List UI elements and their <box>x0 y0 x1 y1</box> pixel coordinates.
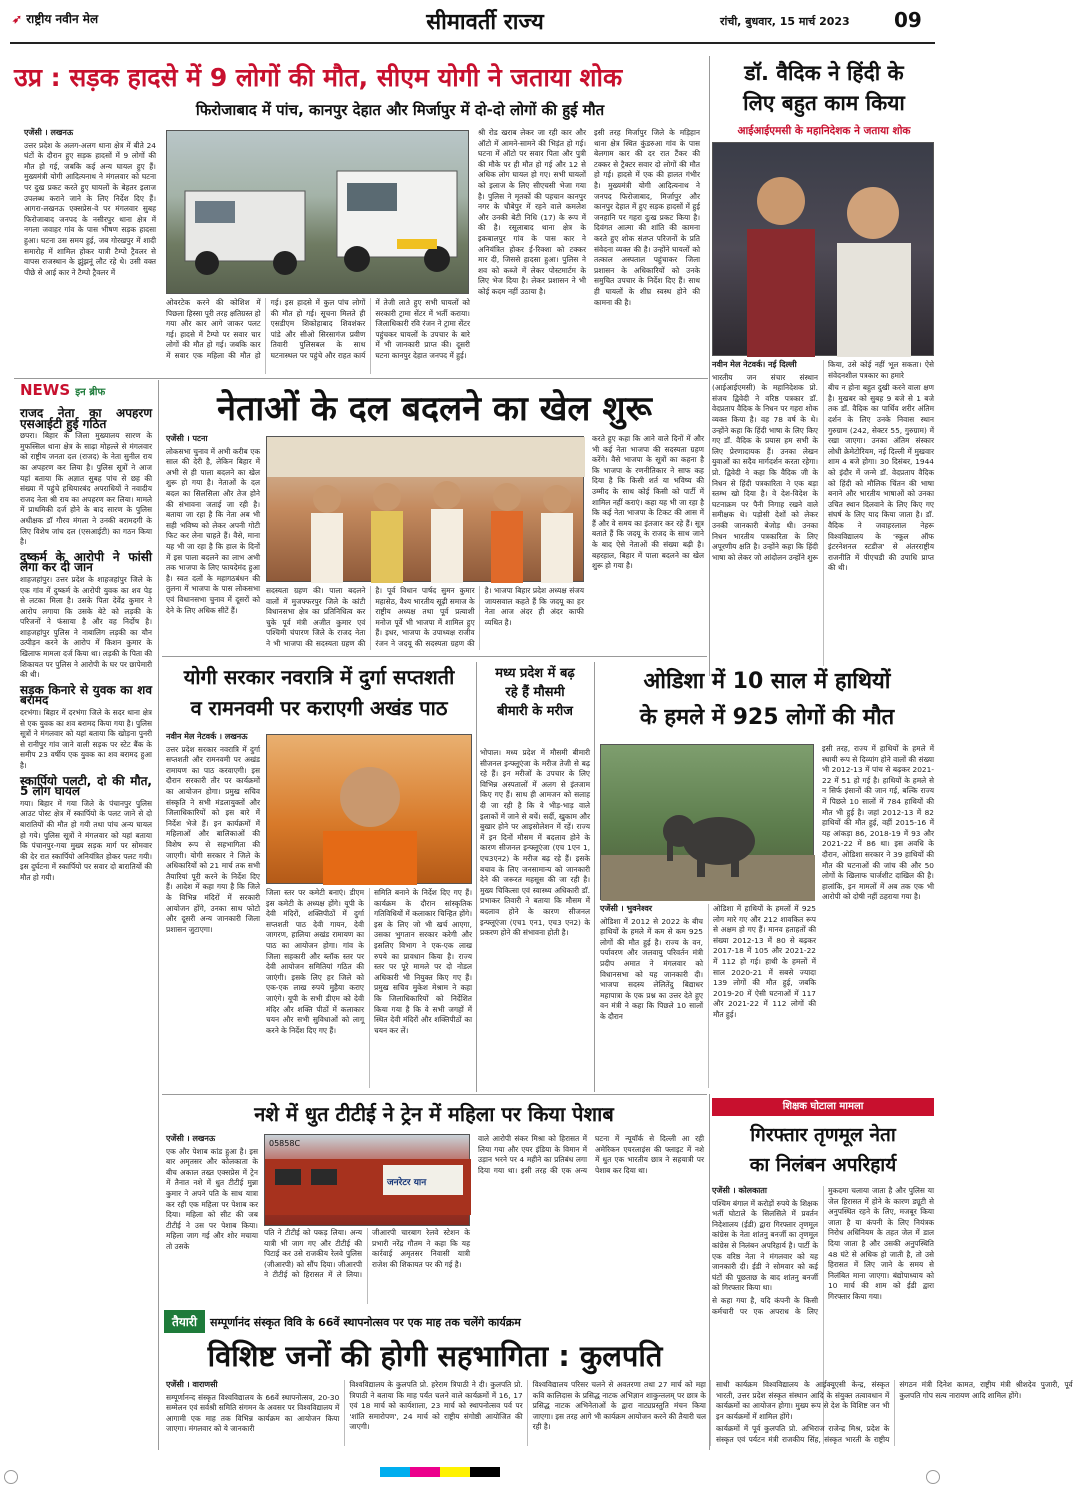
odisha-col1-text: ओडिशा में 2012 से 2022 के बीच हाथियों के हमले में कम से कम 925 लोगों की मौत हुई है। राज्य के वन, पर्यावरण और जलवायु परिवर्तन मंत्री प्रदीप अमात ने मंगलवार को विधानसभा को यह जानकारी दी। भाजपा सदस्य लेलितेंदु बिद्याधर महापात्रा के एक प्रश्न का उत्तर देते हुए वन मंत्री ने कहा कि पिछले 10 सालों के दौरान <box>600 916 703 1021</box>
sanskrit-kicker: तैयारी <box>164 1310 205 1333</box>
brief-headline-4: स्कार्पियो पलटी, दो की मौत, 5 लोग घायल <box>20 773 152 799</box>
politics-headline: नेताओं के दल बदलने का खेल शुरू <box>217 389 652 429</box>
divider <box>476 662 477 1092</box>
two-persons-illustration <box>713 143 935 357</box>
lead-col4-text: इसी तरह मिर्जापुर जिले के मड़िहान थाना क्षेत्र स्थित कुंडरुआ गांव के पास बेलगाम कार की दर रात टैंकर की टक्कर से ट्रैक्टर सवार दो लोगों की मौत हो गई। हादसे में एक की हालत गंभीर है। मुख्यमंत्री योगी आदित्यनाथ ने जनपद फिरोजाबाद, मिर्जापुर और कानपुर देहात में हुए सड़क हादसों में हुई जनहानि पर गहरा दुःख प्रकट किया है। दिवंगत आत्मा की शांति की कामना करते हुए शोक संतप्त परिजनों के प्रति संवेदना व्यक्त की है। उन्होंने घायलों को तत्काल अस्पताल पहुंचाकर जिला प्रशासन के अधिकारियों को उनके समुचित उपचार के निर्देश दिए हैं। साथ ही घायलों के शीघ्र स्वस्थ होने की कामना की है। <box>594 128 700 307</box>
bird-icon: ➶ <box>12 12 23 26</box>
politics-photo-below <box>266 586 584 650</box>
lead-col3 <box>478 128 586 374</box>
tte-photo-below-text: पति ने टीटीई को पकड़ लिया। अन्य यात्री भी जाग गए और टीटीई की पिटाई कर उसे राजकीय रेलवे पुलिस (जीआरपी) को सौंप दिया। जीआरपी ने टीटीई को हिरासत में ले लिया। जीआरपी चारबाग रेलवे स्टेशन के प्रभारी नरेंद्र गौतम ने कहा कि यह कार्रवाई अमृतसर निवासी यात्री राजेश की शिकायत पर की गई है। <box>264 1228 470 1280</box>
yogi-col1-text: उत्तर प्रदेश सरकार नवरात्रि में दुर्गा सप्तशती और रामनवमी पर अखंड रामायण का पाठ करवाएगी। इस दौरान सरकारी तौर पर कार्यक्रमों का आयोजन होगा। प्रमुख सचिव संस्कृति ने सभी मंडलायुक्तों और जिलाधिकारियों को इस बारे में निर्देश भेजे हैं। इन कार्यक्रमों में महिलाओं और बालिकाओं की विशेष रूप से सहभागिता की जाएगी। योगी सरकार ने जिले के अधिकारियों को 21 मार्च तक सभी तैयारियां पूरी करने के निर्देश दिए हैं। आदेश में कहा गया है कि जिले के विभिन्न मंदिरों में सरकारी आयोजन होंगे, उनका साथ फोटो और दूसरी अन्य जानकारी जिला प्रशासन जुटाएगा। <box>166 744 260 934</box>
divider <box>709 56 710 676</box>
yogi-col1 <box>166 732 260 1088</box>
mp-headline-line3: बीमारी के मरीज <box>497 704 573 719</box>
sanskrit-strap-text: सम्पूर्णानंद संस्कृत विवि के 66वें स्थापनोत्सव पर एक माह तक चलेंगे कार्यक्रम <box>210 1316 521 1329</box>
lead-photo-below-text: ओवरटेक करने की कोशिश में पिछला हिस्सा पूरी तरह क्षतिग्रस्त हो गया और कार आगे जाकर पलट गई। हादसे में टैम्पो पर सवार चार लोगों की मौत हो गई। जबकि कार में सवार एक महिला की मौत हो गई। इस हादसे में कुल पांच लोगों की मौत हो गई। सूचना मिलते ही एसडीएम शिकोहाबाद शिवशंकर पांडे और सीओ सिरसागंज प्रवीण तिवारी पुलिसबल के साथ घटनास्थल पर पहुंचे और राहत कार्य में तेजी लाते हुए सभी घायलों को सरकारी ट्रामा सेंटर में भर्ती कराया। जिलाधिकारी रवि रंजन ने ट्रामा सेंटर पहुंचकर घायलों के उपचार के बारे में भी जानकारी प्राप्त की। दूसरी घटना कानपुर देहात जनपद में हुई। <box>166 298 470 360</box>
paper-name: राष्ट्रीय नवीन मेल <box>26 12 99 26</box>
tmc-kicker: शिक्षक घोटाला मामला <box>782 1101 864 1112</box>
lead-headline-text: सड़क हादसे में 9 लोगों की मौत, सीएम योगी ने जताया शोक <box>69 63 623 92</box>
tmc-col1-text: पश्चिम बंगाल में करोड़ों रुपये के शिक्षक भर्ती घोटाले के सिलसिले में प्रवर्तन निदेशालय (ईडी) द्वारा गिरफ्तार तृणमूल कांग्रेस के नेता शांतनु बनर्जी का तृणमूल कांग्रेस से निलंबन अपरिहार्य है। पार्टी के एक वरिष्ठ नेता ने मंगलवार को यह जानकारी दी। ईडी ने सोमवार को कई घंटों की पूछताछ के बाद शांतनु बनर्जी को गिरफ्तार किया था। <box>712 1198 818 1293</box>
tmc-headline <box>712 1120 934 1182</box>
odisha-col2-text: ओडिशा में हाथियों के हमलों में 925 लोग मारे गए और 212 शावकित रूप से अक्षम हो गए हैं। मानव हताहतों की संख्या 2012-13 में 80 से बढ़कर 2017-18 में 105 और 2021-22 में 112 हो गई। हाथी के हमलों में साल 2020-21 में सबसे ज्यादा 139 लोगों की मौत हुई, जबकि 2019-20 में ऐसी घटनाओं में 117 और 2021-22 में 112 लोगों की मौत हुई। <box>713 904 816 1019</box>
dateline: रांची, बुधवार, 15 मार्च 2023 <box>720 15 850 28</box>
byline: एजेंसी । पटना <box>166 434 208 443</box>
lead-kicker: उप्र : <box>14 63 61 92</box>
yogi-photo <box>266 734 472 884</box>
crop-mark <box>926 1470 940 1484</box>
vaidik-text-col2: बीच न होना बहुत दुखी करने वाला क्षण है। मुखबर को सुबह 9 बजे से 1 बजे तक डॉ. वैदिक का पार्थिव शरीर अंतिम दर्शन के लिए उनके निवास स्थान गुरुग्राम (242, सेक्टर 55, गुरुग्राम) में रखा जाएगा। उनका अंतिम संस्कार लोधी क्रेमेटोरियम, नई दिल्ली में मुखवार शाम 4 बजे होगा। 30 दिसंबर, 1944 को इंदौर में जन्मे डॉ. वेदप्रताप वैदिक को हिंदी को मौलिक चिंतन की भाषा बनाने और भारतीय भाषाओं को उनका उचित स्थान दिलवाने के लिए किए गए संघर्ष के लिए याद किया जाता है। डॉ. वैदिक ने जवाहरलाल नेहरू विश्वविद्यालय के 'स्कूल ऑफ इंटरनेशनल स्टडीज' से अंतरराष्ट्रीय राजनीति में पीएचडी की उपाधि प्राप्त की थी। <box>828 383 934 573</box>
brief-headline-2: दुष्कर्म के आरोपी ने फांसी लगा कर दी जान <box>20 549 152 575</box>
sanskrit-headline: विशिष्ट जनों की होगी सहभागिता : कुलपति <box>207 1339 663 1373</box>
tte-col1-text: एक और पेशाब कांड हुआ है। इस बार अमृतसर और कोलकाता के बीच अकाल तख्त एक्सप्रेस में ट्रेन में तैनात नशे में धुत टीटीई मुन्ना कुमार ने अपने पति के साथ यात्रा कर रही एक महिला पर पेशाब कर दिया। महिला को सीट की जब टीटीई ने उस पर पेशाब किया। महिला जाग गई और शोर मचाया तो उसके <box>166 1146 258 1251</box>
tte-col3-text: वाले आरोपी संकर मिश्रा को हिरासत में लिया गया और एयर इंडिया के विमान में उड़ान भरने पर 4 महीने का प्रतिबंध लगा दिया गया था। इसी तरह की एक अन्य घटना में न्यूयॉर्क से दिल्ली आ रही अमेरिकन एयरलाइंस की फ्लाइट में नशे में धुत एक भारतीय छात्र ने सहयात्री पर पेशाब कर दिया था। <box>478 1134 704 1175</box>
color-registration-bar <box>380 1462 560 1472</box>
sanskrit-col3-text: विश्वविद्यालय परिसर चलने से अवतरणा तथा 27 मार्च को महा कवि कालिदास के प्रसिद्ध नाटक अभिज्ञान शाकुन्तलम् पर छात्र के प्रसिद्ध नाटक अभिनेताओं के द्वारा नाट्यप्रस्तुति मंचन किया जाएगा। इस तरह आगे भी कार्यक्रम आयोजन करने की तैयारी चल रही है। <box>532 1380 706 1432</box>
tmc-kicker-bar <box>712 1098 934 1116</box>
byline: एजेंसी । भुवनेश्वर <box>600 904 653 913</box>
accident-photo <box>166 130 469 294</box>
train-photo <box>264 1134 470 1226</box>
vaidik-photo <box>712 142 934 356</box>
sanskrit-body <box>166 1380 1073 1446</box>
tmc-headline-line2: का निलंबन अपरिहार्य <box>749 1154 897 1176</box>
odisha-headline-line1: ओडिशा में 10 साल में हाथियों <box>643 669 891 694</box>
page-number: 09 <box>894 8 922 32</box>
tte-col3 <box>478 1134 704 1304</box>
accident-vehicles-illustration <box>167 131 470 295</box>
byline: एजेंसी । वाराणसी <box>166 1380 218 1389</box>
yogi-col2-text: जिला स्तर पर कमेटी बनाएं। डीएम इस कमेटी के अध्यक्ष होंगे। यूपी के देवी मंदिरों, शक्तिपीठों में दुर्गा सप्तशती पाठ देवी गायन, देवी जागरण, हालिया अखंड रामायण का पाठ का आयोजन होगा। गांव के जिला सहकारी और ब्लॉक स्तर पर देवी आयोजन समितियां गठित की जाएंगी। इसके लिए हर जिले को एक-एक लाख रुपये मुहैया कराए जाएंगे। यूपी के सभी डीएम को देवी मंदिर और शक्ति पीठों में कलाकार चयन और सभी सुविधाओं को लागू करने के निर्देश दिए गए हैं। <box>266 888 364 1035</box>
mp-text: भोपाल। मध्य प्रदेश में मौसमी बीमारी सीजनल इन्फ्लूएंजा के मरीज तेजी से बढ़ रहे हैं। इन मरीजों के उपचार के लिए विभिन्न अस्पतालों में अलग से इंतजाम किए गए हैं। साथ ही आमजन को सलाह दी जा रही है कि वे भीड़-भाड़ वाले इलाकों में जाने से बचें। सर्दी, खुकाम और बुखार होने पर आइसोलेशन में रहें। राज्य में इन दिनों मौसम में बदलाव होने के कारण सीजनल इन्फ्लूएंजा (एच 1एन 1, एच3एन2) के मरीज बढ़ रहे हैं। इसके बचाव के लिए जनसामान्य को जानकारी देने की जरूरत महसूस की जा रही है। मुख्य चिकित्सा एवं स्वास्थ्य अधिकारी डॉ. प्रभाकर तिवारी ने बताया कि मौसम में बदलाव होने के कारण सीजनल इन्फ्लूएंजा (एच1 एन1, एच3 एन2) के प्रकरण होने की संभावना होती है। <box>480 748 590 938</box>
tte-headline: नशे में धुत टीटीई ने ट्रेन में महिला पर किया पेशाब <box>254 1102 614 1126</box>
sanskrit-col4-text: साथी कार्यक्रम विश्वविद्यालय के आईक्यूएसी केन्द्र, संस्कृत भारती, उत्तर प्रदेश संस्कृत संस्थान आदि के संयुक्त तत्वावधान में कार्यक्रमों का आयोजन होगा। मुख्य रूप से देश के विशिष्ट जन भी इन कार्यक्रमों में शामिल होंगे। <box>715 1380 890 1421</box>
mp-headline <box>480 664 590 746</box>
lead-col3-text: श्री रोड खराब लेकर जा रही कार और ऑटो में आमने-सामने की भिड़ंत हो गई। घटना में ऑटो पर सवार पिता और पुत्री की मौके पर ही मौत हो गई और 12 से अधिक लोग घायल हो गए। सभी घायलों को इलाज के लिए सीएचसी भेजा गया है। पुलिस ने मृतकों की पहचान कानपुर नगर के चौबेपुर में रहने वाले कमलेश और उनकी बेटी निधि (17) के रूप में की है। रसूलाबाद थाना क्षेत्र के इकबालपुर गांव के पास कार ने अनियंत्रित होकर ई-रिक्शा को टक्कर मार दी, जिससे हादसा हुआ। पुलिस ने शव को कब्जे में लेकर पोस्टमार्टम के लिए भेज दिया है। लेकर प्रशासन ने भी कोई कदम नहीं उठाया है। <box>478 128 586 296</box>
yogi-headline <box>164 662 474 728</box>
news-label: NEWS <box>20 381 71 399</box>
byline: एजेंसी । लखनऊ <box>24 128 74 137</box>
odisha-body <box>600 904 816 1088</box>
train-number-label: 05858C <box>269 1139 301 1148</box>
byline: नवीन मेल नेटवर्क। नई दिल्ली <box>712 360 797 369</box>
sanskrit-col1-text: सम्पूर्णानन्द संस्कृत विश्वविद्यालय के 66वें स्थापनोत्सव, 20-30 सम्मेलन एवं सर्वश्री समिति संगमन के अवसर पर विश्वविद्यालय में आगामी एक माह तक विभिन्न कार्यक्रम का आयोजन किया जाएगा। मंगलवार को ये जानकारी <box>166 1392 340 1434</box>
tmc-col2-text: से कहा गया है, यदि कंपनी के किसी कर्मचारी पर एक अपराध के लिए मुकदमा चलाया जाता है और पुलिस या जेल हिरासत में होने के कारण ड्यूटी से अनुपस्थित रहने के लिए, मजबूर किया जाता है या कंपनी के लिए नियंत्रक निरोध अधिनियम के तहत जेल में डाल दिया जाता है और उसकी अनुपस्थिति 48 घंटे से अधिक हो जाती है, तो उसे हिरासत में लिए जाने के समय से निलंबित माना जाएगा। बंद्योपाध्याय को 10 मार्च की शाम को ईडी द्वारा गिरफ्तार किया गया। <box>712 1186 934 1316</box>
odisha-headline-line2: के हमले में 925 लोगों की मौत <box>639 705 895 730</box>
yogi-photo-below <box>266 888 472 1088</box>
divider <box>162 1094 707 1095</box>
tte-photo-below <box>264 1228 470 1304</box>
politics-photo-below-text: सदस्यता ग्रहण की। पाला बदलने वालों में मुजफ्फरपुर जिले के कांटी विधानसभा क्षेत्र का प्रतिनिधित्व कर चुके पूर्व मंत्री अजीत कुमार एवं पश्चिमी चंपारण जिले के राजद नेता ने भी भाजपा की सदस्यता ग्रहण की है। पूर्व विधान पार्षद सुमन कुमार महासेठ, वैश्य भारतीय सूढ़ी समाज के राष्ट्रीय अध्यक्ष तथा पूर्व प्रत्याशी मनोज पूर्वे भी भाजपा में शामिल हुए हैं। इधर, भाजपा के उपाध्यक्ष राजीव रंजन ने जदयू की सदस्यता ग्रहण की है। भाजपा बिहार प्रदेश अध्यक्ष संजय जायसवाल कहते हैं कि जदयू का हर नेता आज अंदर ही अंदर काफी व्यथित है। <box>266 586 584 648</box>
divider <box>14 378 708 379</box>
vaidik-text-col1: भारतीय जन संचार संस्थान (आईआईएमसी) के महानिदेशक प्रो. संजय द्विवेदी ने वरिष्ठ पत्रकार डॉ. वेदप्रताप वैदिक के निधन पर गहरा शोक व्यक्त किया है। वह 78 वर्ष के थे। उन्होंने कहा कि हिंदी भाषा के लिए किए गए डॉ. वैदिक के प्रयास हम सभी के लिए प्रेरणादायक हैं। उनका लेखन युवाओं का सदैव मार्गदर्शन करता रहेगा। प्रो. द्विवेदी ने कहा कि वैदिक जी के निधन से हिंदी पत्रकारिता ने एक बड़ा स्तम्भ खो दिया है। वे देश-विदेश के घटनाक्रम पर पैनी निगाह रखने वाले समीक्षक थे। पड़ोसी देशों को लेकर उनकी जानकारी बेजोड़ थी। उनका निधन भारतीय पत्रकारिता के लिए अपूरणीय क्षति है। उन्होंने कहा कि हिंदी भाषा को लेकर जो आंदोलन उन्होंने शुरू किया, उसे कोई नहीं भूल सकता। ऐसे संवेदनशील पत्रकार का हमारे <box>712 360 934 562</box>
lead-col1-text: उत्तर प्रदेश के अलग-अलग थाना क्षेत्र में बीते 24 घंटों के दौरान हुए सड़क हादसों में 9 लोगों की मौत हो गई, जबकि कई अन्य घायल हुए हैं। मुख्यमंत्री योगी आदित्यनाथ ने मंगलवार को घटना पर दुख प्रकट करते हुए घायलों के बेहतर इलाज उपलब्ध कराने जाने के लिए निर्देश दिए हैं। आगरा-लखनऊ एक्सप्रेस-वे पर मंगलवार सुबह फिरोजाबाद जनपद के नसीरपुर थाना क्षेत्र में नगला जवाहर गांव के पास भीषण सड़क हादसा हुआ। घटना उस समय हुई, जब गोरखपुर में शादी समारोह में शामिल होकर यात्री टैम्पो ट्रैवलर से वापस राजस्थान के झुंझनूं लौट रहे थे। उसी वक्त पीछे से आई कार ने टैम्पो ट्रैवलर में <box>24 140 156 277</box>
mp-headline-line1: मध्य प्रदेश में बढ़ <box>495 666 575 681</box>
tmc-headline-line1: गिरफ्तार तृणमूल नेता <box>750 1124 896 1146</box>
masthead <box>0 0 945 46</box>
odisha-right-text: इसी तरह, राज्य में हाथियों के हमले में स्थायी रूप से दिव्यांग होने वालों की संख्या भी 2012-13 में पांच से बढ़कर 2021-22 में 51 हो गई है। हाथियों के हमले से न सिर्फ इंसानों की जान गई, बल्कि राज्य में पिछले 10 सालों में 784 हाथियों की मौत भी हुई है। जहां 2012-13 में 82 हाथियों की मौत हुई, वहीं 2015-16 में यह आंकड़ा 86, 2018-19 में 93 और 2021-22 में 86 था। इस अवधि के दौरान, ओडिशा सरकार ने 39 हाथियों की मौत की घटनाओं की जांच की और 50 लोगों के खिलाफ चार्जशीट दाखिल की है। हालांकि, इन मामलों में अब तक एक भी आरोपी को दोषी नहीं ठहराया गया है। <box>822 744 934 902</box>
politics-col-last <box>592 434 704 650</box>
brief-headline-3: सड़क किनारे से युवक का शव बरामद <box>20 682 152 708</box>
sanskrit-col5-text: कार्यक्रमों में पूर्व कुलपति प्रो. अभिराज राजेन्द्र मिश्र, प्रदेश के संस्कृत एवं पर्यटन मंत्री राजकीय सिंह, संस्कृत भारती के राष्ट्रीय संगठन मंत्री दिनेश कामत, राष्ट्रीय मंत्री श्रीशदेव पुजारी, पूर्व कुलपति गोप सत्य नारायण आदि शामिल होंगे। <box>715 1380 1073 1444</box>
sanskrit-strap <box>164 1310 706 1334</box>
mp-headline-line2: रहे हैं मौसमी <box>505 685 565 700</box>
coach-sign-label: जनरेटर यान <box>387 1178 427 1188</box>
byline: नवीन मेल नेटवर्क । लखनऊ <box>166 732 248 741</box>
person-portrait-illustration <box>267 735 473 885</box>
divider <box>158 380 159 1450</box>
vaidik-headline-line2: लिए बहुत काम किया <box>743 91 905 115</box>
politics-col1 <box>166 434 260 650</box>
news-in-brief-label <box>20 380 150 402</box>
news-in-brief-column <box>20 404 152 1444</box>
yogi-col3-text: समिति बनाने के निर्देश दिए गए हैं। कार्यक्रम के दौरान सांस्कृतिक गतिविधियों में कलाकार चिन्हित होंगे। इस के लिए जो भी खर्च आएगा, उसका भुगतान सरकार करेगी और इसलिए विभाग ने एक-एक लाख रुपये का प्रावधान किया है। राज्य स्तर पर पूरे मामले पर दो नोडल अधिकारी भी नियुक्त किए गए हैं। प्रमुख सचिव मुकेश मेश्राम ने कहा कि जिलाधिकारियों को निर्देशित किया गया है कि वे सभी जगहों में स्थित देवी मंदिरों और शक्तिपीठों का चयन कर लें। <box>374 888 472 1035</box>
leaders-group-illustration <box>267 437 585 583</box>
vaidik-headline-line1: डॉ. वैदिक ने हिंदी के <box>744 61 904 85</box>
brief-headline-1: राजद नेता का अपहरण एसआईटी हुई गठित <box>20 406 152 431</box>
lead-photo-below <box>166 298 470 374</box>
brief-text-2: शाहजहांपुर। उत्तर प्रदेश के शाहजहांपुर जिले के एक गांव में दुष्कर्म के आरोपी युवक का शव पेड़ से लटका मिला है। उसके पिता देवेंद्र कुमार ने आरोप लगाया कि उसके बेटे को लड़की के परिजनों ने फंसाया है और वह निर्दोष है। शाहजहांपुर पुलिस ने नाबालिग लड़की का यौन उत्पीड़न करने के आरोप में किशन कुमार के खिलाफ मामला दर्ज किया था। लड़की के पिता की शिकायत पर पुलिस ने आरोपी के घर पर छापेमारी की थी। <box>20 574 152 680</box>
lead-subhead: फिरोजाबाद में पांच, कानपुर देहात और मिर्जापुर में दो-दो लोगों की हुई मौत <box>195 101 605 119</box>
vaidik-body <box>712 360 934 666</box>
mp-body <box>480 748 590 1088</box>
byline: एजेंसी । लखनऊ <box>166 1134 216 1143</box>
vaidik-subhead: आईआईएमसी के महानिदेशक ने जताया शोक <box>737 125 911 137</box>
lead-col1 <box>24 128 156 374</box>
brief-text-4: गया। बिहार में गया जिले के पंचानपुर पुलिस आउट पोस्ट क्षेत्र में स्कार्पियो के पलट जाने से दो बारातियों की मौत हो गयी तथा पांच अन्य घायल हो गये। पुलिस सूत्रों ने मंगलवार को यहां बताया कि पंचानपुर-गया मुख्य सड़क मार्ग पर सोमवार की देर रात स्कार्पियो अनियंत्रित होकर पलट गयी। इस दुर्घटना में स्कार्पियो पर सवार दो बारातियों की मौत हो गयी। <box>20 798 152 882</box>
odisha-right <box>822 744 934 1088</box>
yogi-headline-line2: व रामनवमी पर कराएगी अखंड पाठ <box>190 696 448 720</box>
brief-text-3: दरभंगा। बिहार में दरभंगा जिले के सदर थाना क्षेत्र से एक युवक का शव बरामद किया गया है। पुलिस सूत्रों ने मंगलवार को यहां बताया कि खोड़ना पुनरी से रानीपुर गांव जाने वाली सड़क पर स्टेट बैंक के समीप 23 वर्षीय एक युवक का शव बरामद हुआ है। <box>20 708 152 770</box>
paper-logo <box>12 10 152 32</box>
lead-headline <box>14 60 704 96</box>
politics-col1-text: लोकसभा चुनाव में अभी करीब एक साल की देरी है, लेकिन बिहार में अभी से ही पाला बदलने का खेल शुरू हो गया है। नेताओं के दल बदल का सिलसिला और तेज होने की संभावना जताई जा रही है। बताया जा रहा है कि नेता अब भी सही भविष्य को लेकर अपनी गोटी फिट कर लेना चाहते हैं। वैसे, माना यह भी जा रहा है कि हाल के दिनों में इस पाला बदलने का लाभ अभी तक भाजपा के लिए फायदेमंद हुआ है। स्वत दलों के महागठबंधन की तुलना में भाजपा के पास लोकसभा एवं विधानसभा चुनाव में दूसरों को देने के लिए अधिक सीटें हैं। <box>166 446 260 615</box>
lead-col4 <box>594 128 700 374</box>
sanskrit-col2-text: विश्वविद्यालय के कुलपति प्रो. हरेराम त्रिपाठी ने दी। कुलपति प्रो. त्रिपाठी ने बताया कि माह पर्यंत चलने वाले कार्यक्रमों में 16, 17 एवं 18 मार्च को कार्यशाला, 23 मार्च को स्थापनोत्सव पर्व पर 'शांति समारोपण', 24 मार्च को राष्ट्रीय संगोष्ठी आयोजित की जाएगी। <box>349 1380 523 1432</box>
odisha-headline <box>598 664 936 740</box>
politics-col-last-text: करते हुए कहा कि आने वाले दिनों में और भी कई नेता भाजपा की सदस्यता ग्रहण करेंगे। वैसे भाजपा के सूत्रों का कहना है कि भाजपा के रणनीतिकार ने साफ कह दिया है कि किसी शर्त या भविष्य की उम्मीद के साथ कोई किसी को पार्टी में शामिल नहीं कराएं। कहा यह भी जा रहा है कि कई नेता भाजपा के टिकट की आस में हैं और वे समय का इंतजार कर रहे हैं। सूत्र बताते हैं कि जदयू के राजद के साथ जाने के बाद ऐसे नेताओं की संख्या बढ़ी है। बहरहाल, बिहार में पाला बदलने का खेल शुरू हो गया है। <box>592 434 704 571</box>
politics-photo <box>266 436 584 582</box>
divider <box>594 662 595 1092</box>
crop-mark <box>4 1470 18 1484</box>
yogi-headline-line1: योगी सरकार नवरात्रि में दुर्गा सप्तशती <box>183 665 455 689</box>
elephant-illustration <box>601 745 815 901</box>
section-title: सीमावर्ती राज्य <box>426 9 544 35</box>
brief-label: इन ब्रीफ <box>75 387 106 398</box>
divider <box>162 656 707 657</box>
byline: एजेंसी । कोलकाता <box>712 1186 767 1195</box>
divider <box>709 1094 710 1450</box>
tte-col1 <box>166 1134 258 1304</box>
brief-text-1: छपरा। बिहार के जिला मुख्यालय सारण के मुफस्सिल थाना क्षेत्र के साढ़ा मोहल्ले से मंगलवार को राष्ट्रीय जनता दल (राजद) के नेता सुनील राय का अपहरण कर लिया है। पुलिस सूत्रों ने आज यहां बताया कि अज्ञात सुबह पांच से छह की संख्या में पहुंचे हथियारबंद अपराधियों ने नवादीय राजद नेता श्री राय का अपहरण कर लिया। मामले में प्राथमिकी दर्ज होने के बाद सारण के पुलिस अधीक्षक डॉ गौरव मंगला ने उनकी बरामदगी के लिए विशेष जांच दल (एसआईटी) का गठन किया है। <box>20 431 152 547</box>
elephant-photo <box>600 744 814 900</box>
vaidik-headline <box>712 58 936 122</box>
masthead-rule <box>10 42 935 44</box>
